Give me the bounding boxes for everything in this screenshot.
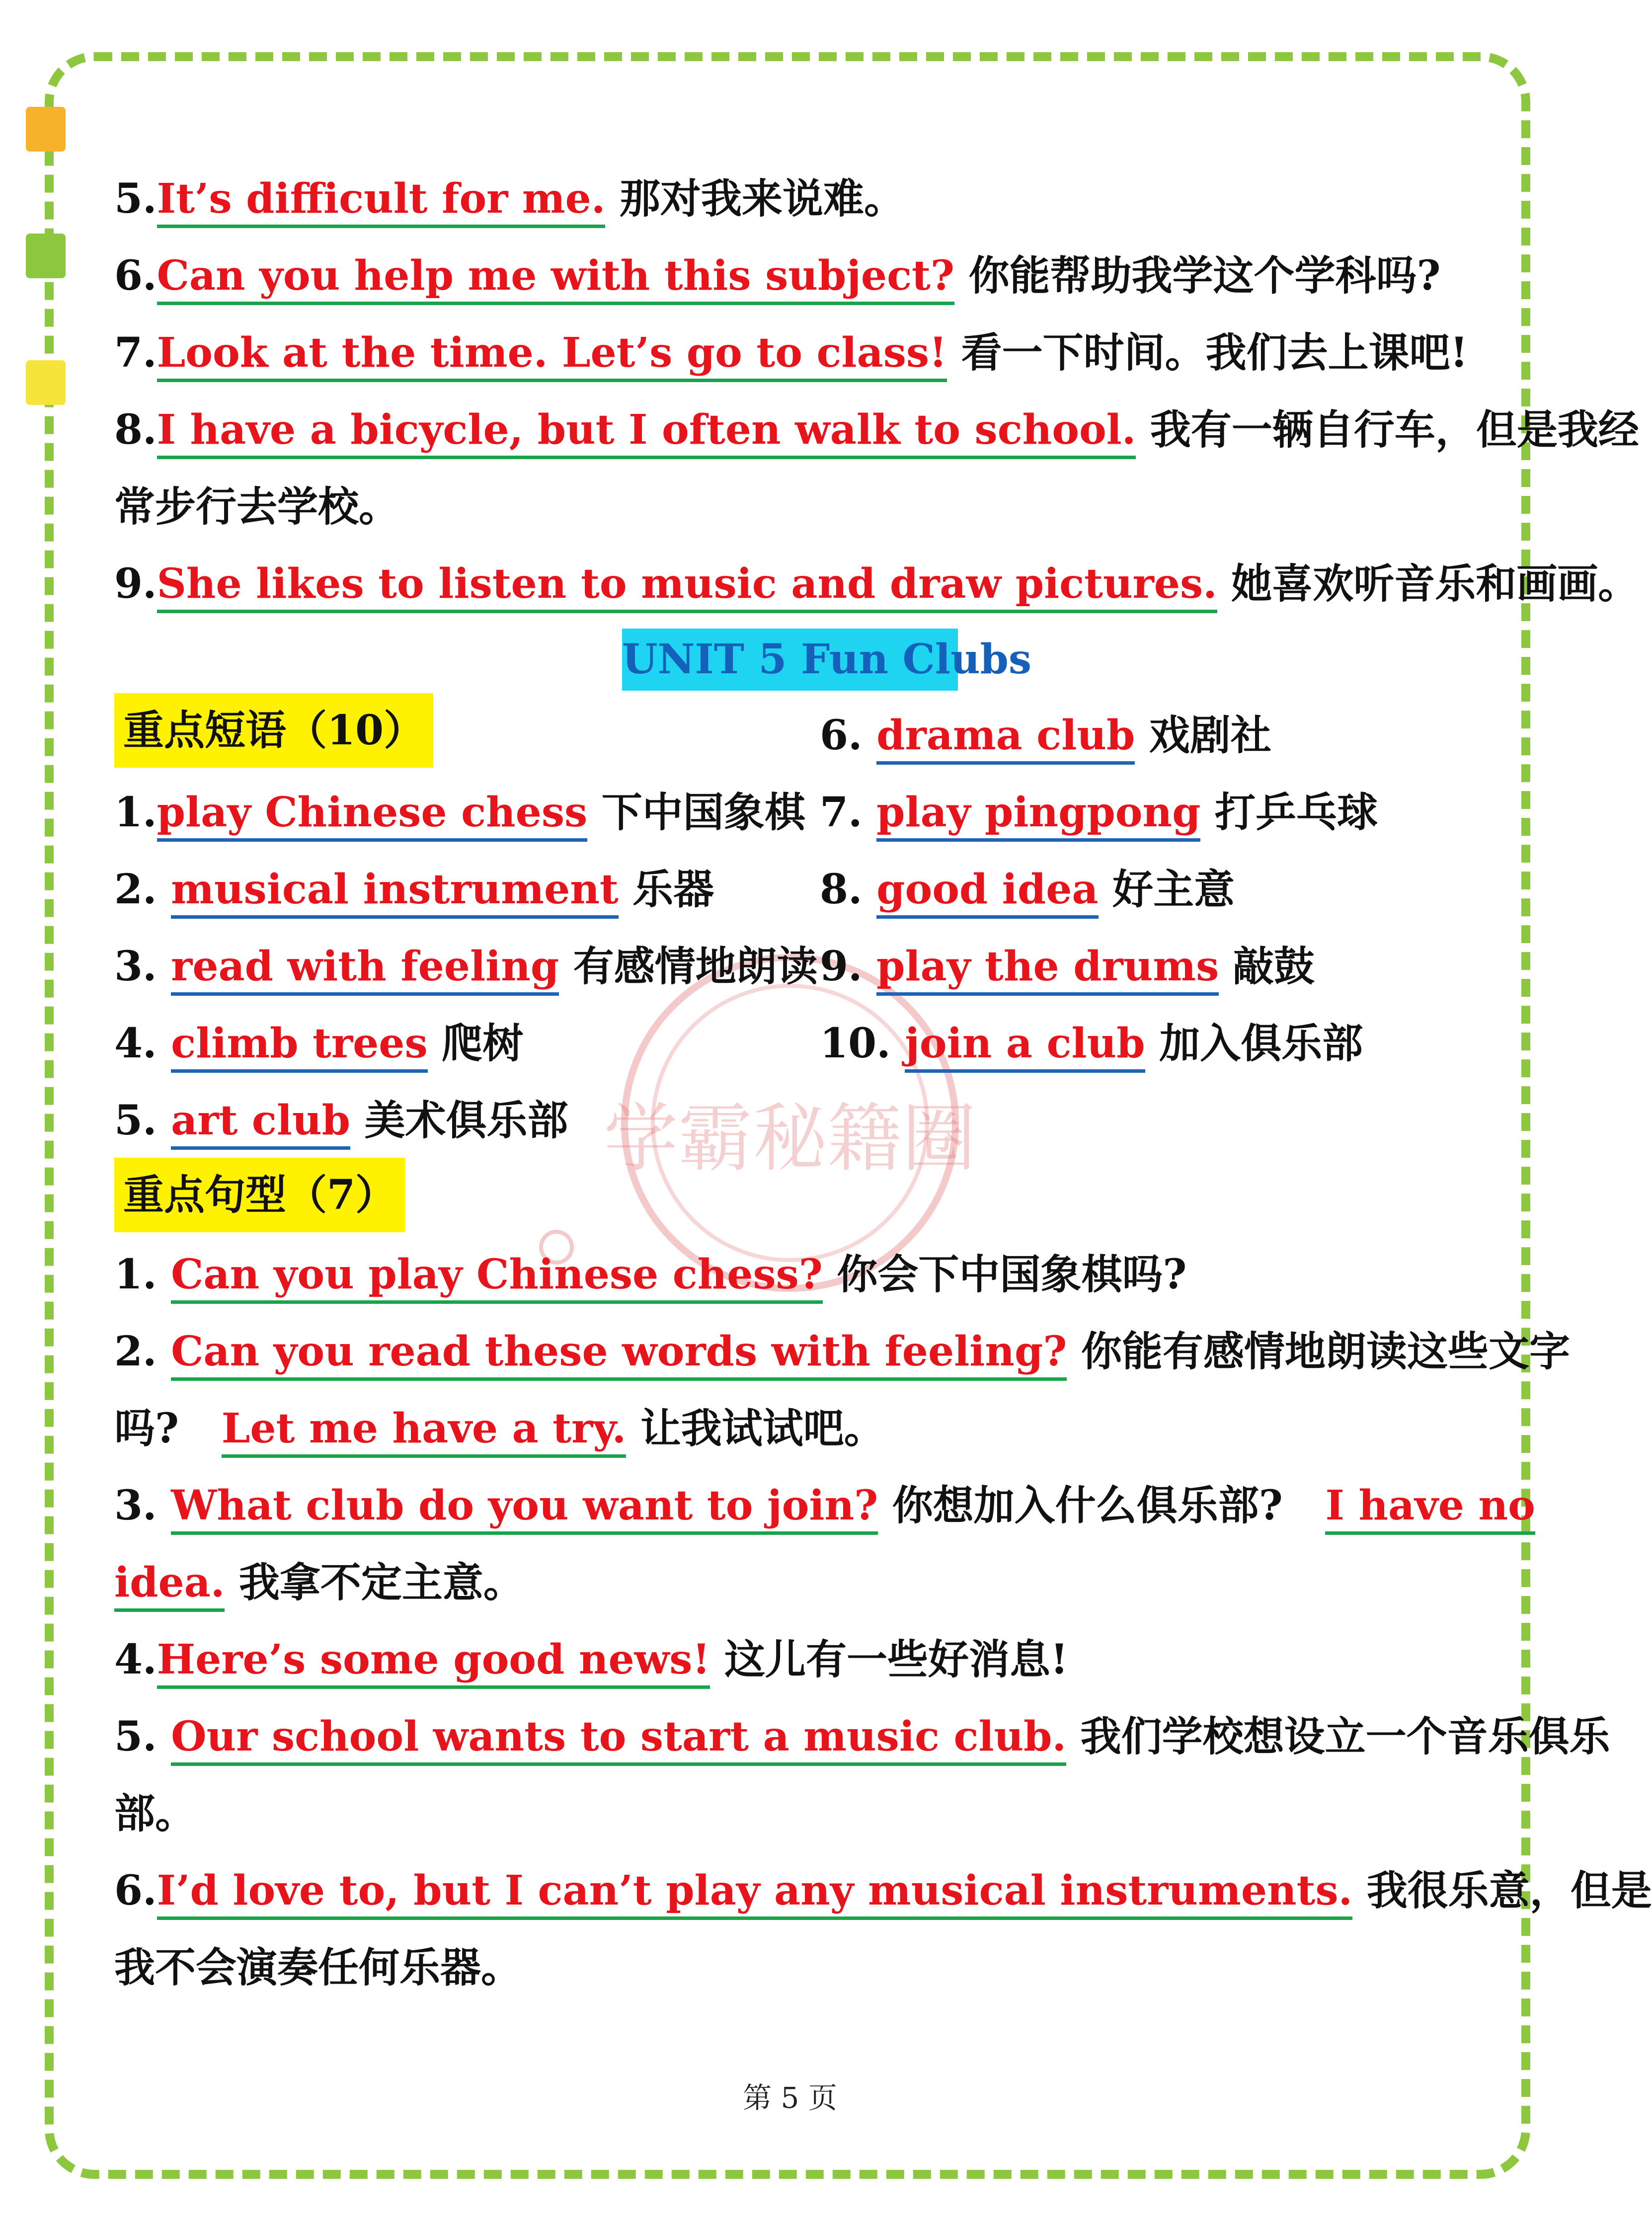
unit-title: UNIT 5 Fun Clubs [622, 629, 958, 691]
sentence-2: 2. Can you read these words with feeling? 你能有感情地朗读这些文字 [114, 1324, 1481, 1379]
phrase-5: 5. art club 美术俱乐部 [114, 1093, 1481, 1148]
phrase-6: 6. drama club 戏剧社 [820, 708, 1466, 763]
phrase-2: 2. musical instrument 乐器 [114, 862, 1481, 917]
sentences-heading: 重点句型（7） [114, 1158, 1481, 1232]
green-tab-decoration [26, 234, 66, 278]
prev-sentence-8-cont: 常步行去学校。 [114, 483, 400, 531]
sentence-3: 3. What club do you want to join? 你想加入什么俱乐部? I have no [114, 1478, 1481, 1533]
watermark-text: 学霸秘籍圈 [603, 1096, 976, 1182]
prev-sentence-5: 5.It’s difficult for me. 那对我来说难。 [114, 171, 1481, 226]
phrase-1: 1.play Chinese chess 下中国象棋 [114, 785, 1481, 840]
prev-sentence-6: 6.Can you help me with this subject? 你能帮助我学这个学科吗? [114, 248, 1481, 303]
sentence-5: 5. Our school wants to start a music club. 我们学校想设立一个音乐俱乐 [114, 1709, 1481, 1764]
prev-sentence-8: 8.I have a bicycle, but I often walk to school. 我有一辆自行车，但是我经 [114, 402, 1481, 457]
phrase-10: 10. join a club 加入俱乐部 [820, 1016, 1466, 1071]
orange-tab-decoration [26, 107, 66, 152]
phrase-3: 3. read with feeling 有感情地朗读 [114, 939, 1481, 994]
sentence-2-cont: 吗? Let me have a try. 让我试试吧。 [114, 1401, 1481, 1456]
phrase-4: 4. climb trees 爬树 [114, 1016, 1481, 1071]
sentence-3-cont: idea. 我拿不定主意。 [114, 1555, 1481, 1610]
prev-sentence-7: 7.Look at the time. Let’s go to class! 看一下时间。我们去上课吧! [114, 325, 1481, 380]
page-number: 第 5 页 [743, 2081, 837, 2115]
sentence-6: 6.I’d love to, but I can’t play any musical instruments. 我很乐意，但是 [114, 1863, 1481, 1918]
phrase-7: 7. play pingpong 打乒乓球 [820, 785, 1466, 840]
prev-sentence-9: 9.She likes to listen to music and draw pictures. 她喜欢听音乐和画画。 [114, 557, 1481, 611]
phrases-heading: 重点短语（10） [114, 693, 1481, 768]
yellow-tab-decoration [26, 360, 66, 405]
sentence-4: 4.Here’s some good news! 这儿有一些好消息! [114, 1632, 1481, 1687]
sentence-6-cont: 我不会演奏任何乐器。 [114, 1944, 522, 1992]
sentence-5-cont: 部。 [114, 1790, 196, 1837]
phrase-9: 9. play the drums 敲鼓 [820, 939, 1466, 994]
sentence-1: 1. Can you play Chinese chess? 你会下中国象棋吗? [114, 1247, 1481, 1302]
phrase-8: 8. good idea 好主意 [820, 862, 1466, 917]
